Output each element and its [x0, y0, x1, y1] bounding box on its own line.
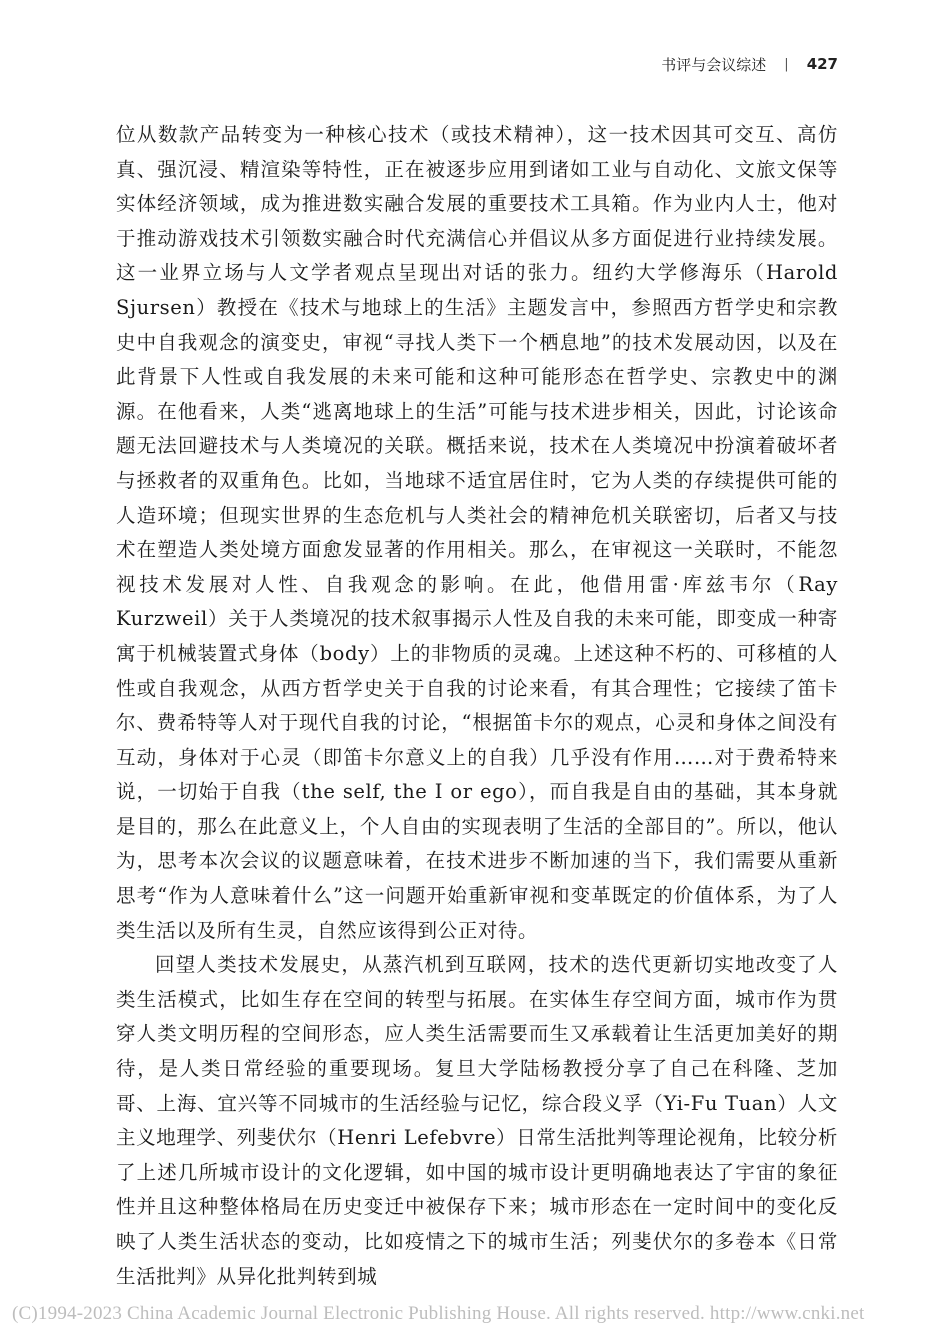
section-title: 书评与会议综述 — [661, 55, 767, 74]
paragraph-1: 位从数款产品转变为一种核心技术（或技术精神），这一技术因其可交互、高仿真、强沉浸、精渲染等特性，正在被逐步应用到诸如工业与自动化、文旅文保等实体经济领域，成为推进数实融合发展的重要技术工具箱。作为业内人士，他对于推动游戏技术引领数实融合时代充满信心并倡议从多方面促进行业持续发展。这一业界立场与人文学者观点呈现出对话的张力。纽约大学修海乐（Harold Sjursen）教授在《技术与地球上的生活》主题发言中，参照西方哲学史和宗教史中自我观念的演变史，审视“寻找人类下一个栖息地”的技术发展动因，以及在此背景下人性或自我发展的未来可能和这种可能形态在哲学史、宗教史中的渊源。在他看来，人类“逃离地球上的生活”可能与技术进步相关，因此，讨论该命题无法回避技术与人类境况的关联。概括来说，技术在人类境况中扮演着破坏者与拯救者的双重角色。比如，当地球不适宜居住时，它为人类的存续提供可能的人造环境；但现实世界的生态危机与人类社会的精神危机关联密切，后者又与技术在塑造人类处境方面愈发显著的作用相关。那么，在审视这一关联时，不能忽视技术发展对人性、自我观念的影响。在此，他借用雷·库兹韦尔（Ray Kurzweil）关于人类境况的技术叙事揭示人性及自我的未来可能，即变成一种寄寓于机械装置式身体（body）上的非物质的灵魂。上述这种不朽的、可移植的人性或自我观念，从西方哲学史关于自我的讨论来看，有其合理性；它接续了笛卡尔、费希特等人对于现代自我的讨论，“根据笛卡尔的观点，心灵和身体之间没有互动，身体对于心灵（即笛卡尔意义上的自我）几乎没有作用……对于费希特来说，一切始于自我（the self, the I or ego），而自我是自由的基础，其本身就是目的，那么在此意义上，个人自由的实现表明了生活的全部目的”。所以，他认为，思考本次会议的议题意味着，在技术进步不断加速的当下，我们需要从重新思考“作为人意味着什么”这一问题开始重新审视和变革既定的价值体系，为了人类生活以及所有生灵，自然应该得到公正对待。 — [116, 123, 838, 942]
article-body — [116, 118, 838, 1294]
paragraph-2: 回望人类技术发展史，从蒸汽机到互联网，技术的迭代更新切实地改变了人类生活模式，比如生存在空间的转型与拓展。在实体生存空间方面，城市作为贯穿人类文明历程的空间形态，应人类生活需要而生又承载着让生活更加美好的期待，是人类日常经验的重要现场。复旦大学陆杨教授分享了自己在科隆、芝加哥、上海、宜兴等不同城市的生活经验与记忆，综合段义孚（Yi-Fu Tuan）人文主义地理学、列斐伏尔（Henri Lefebvre）日常生活批判等理论视角，比较分析了上述几所城市设计的文化逻辑，如中国的城市设计更明确地表达了宇宙的象征性并且这种整体格局在历史变迁中被保存下来；城市形态在一定时间中的变化反映了人类生活状态的变动，比如疫情之下的城市生活；列斐伏尔的多卷本《日常生活批判》从异化批判转到城 — [116, 953, 838, 1288]
page-number: 427 — [806, 55, 838, 73]
running-header — [661, 52, 838, 76]
copyright-watermark: (C)1994-2023 China Academic Journal Electronic Publishing House. All rights reserved. http://www.cnki.net — [12, 1303, 865, 1324]
header-separator: | — [784, 56, 789, 72]
